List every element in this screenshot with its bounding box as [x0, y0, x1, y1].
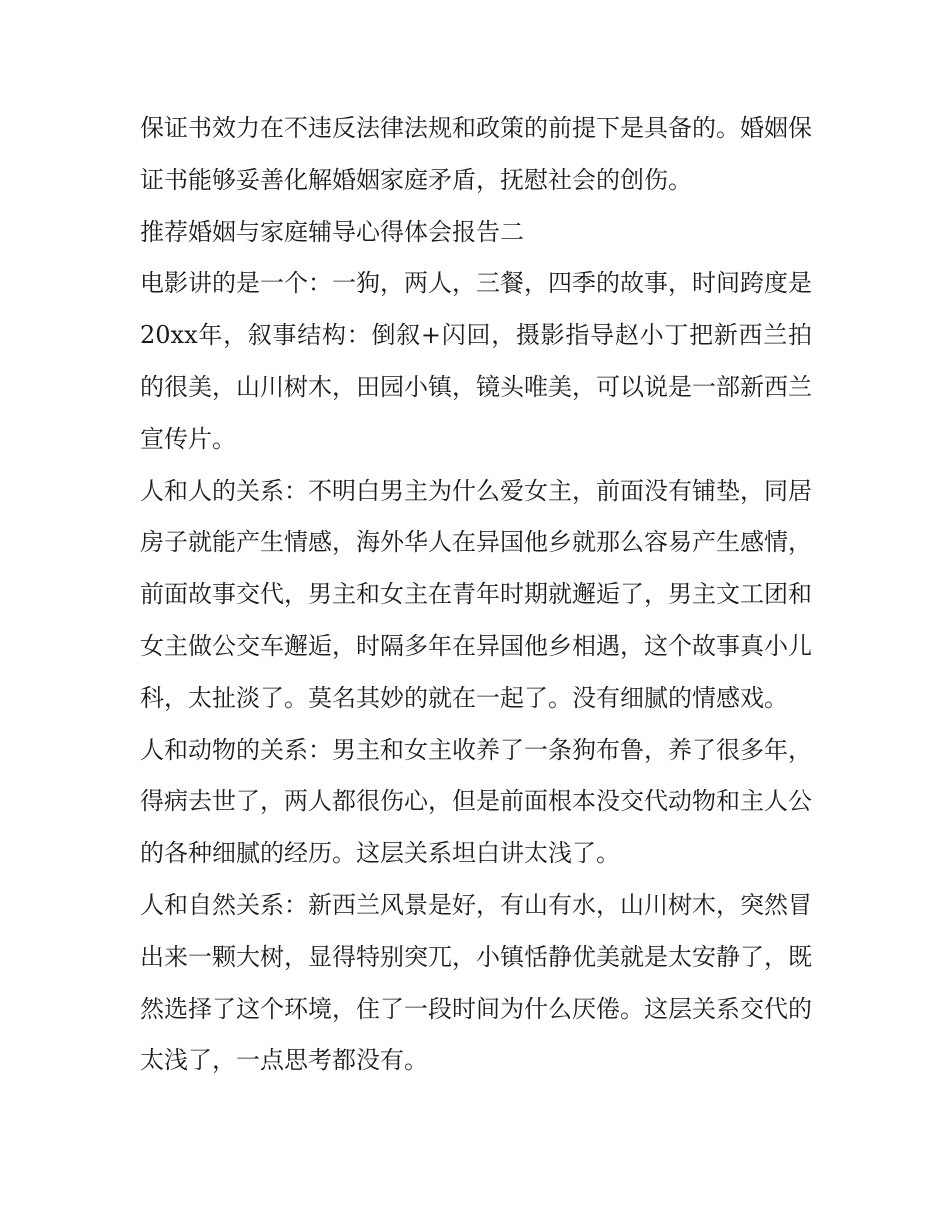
- document-body: [140, 103, 812, 1087]
- paragraph-human-relations: 人和人的关系：不明白男主为什么爱女主，前面没有铺垫，同居房子就能产生情感，海外华人在异国他乡就那么容易产生感情，前面故事交代，男主和女主在青年时期就邂逅了，男主文工团和女主做公交车邂逅，时隔多年在异国他乡相遇，这个故事真小儿科，太扯淡了。莫名其妙的就在一起了。没有细腻的情感戏。: [140, 476, 812, 712]
- section-heading: 推荐婚姻与家庭辅导心得体会报告二: [140, 217, 524, 246]
- paragraph-nature-relations: 人和自然关系：新西兰风景是好，有山有水，山川树木，突然冒出来一颗大树，显得特别突兀，小镇恬静优美就是太安静了，既然选择了这个环境，住了一段时间为什么厌倦。这层关系交代的太浅了，一点思考都没有。: [140, 890, 812, 1075]
- paragraph-animal-relations: 人和动物的关系：男主和女主收养了一条狗布鲁，养了很多年，得病去世了，两人都很伤心，但是前面根本没交代动物和主人公的各种细腻的经历。这层关系坦白讲太浅了。: [140, 735, 812, 868]
- paragraph-movie-summary: 电影讲的是一个：一狗，两人，三餐，四季的故事，时间跨度是20xx年，叙事结构：倒叙+闪回，摄影指导赵小丁把新西兰拍的很美，山川树木，田园小镇，镜头唯美，可以说是一部新西兰宣传片。: [140, 269, 812, 453]
- paragraph-guarantee-effect: 保证书效力在不违反法律法规和政策的前提下是具备的。婚姻保证书能够妥善化解婚姻家庭矛盾，抚慰社会的创伤。: [140, 114, 812, 194]
